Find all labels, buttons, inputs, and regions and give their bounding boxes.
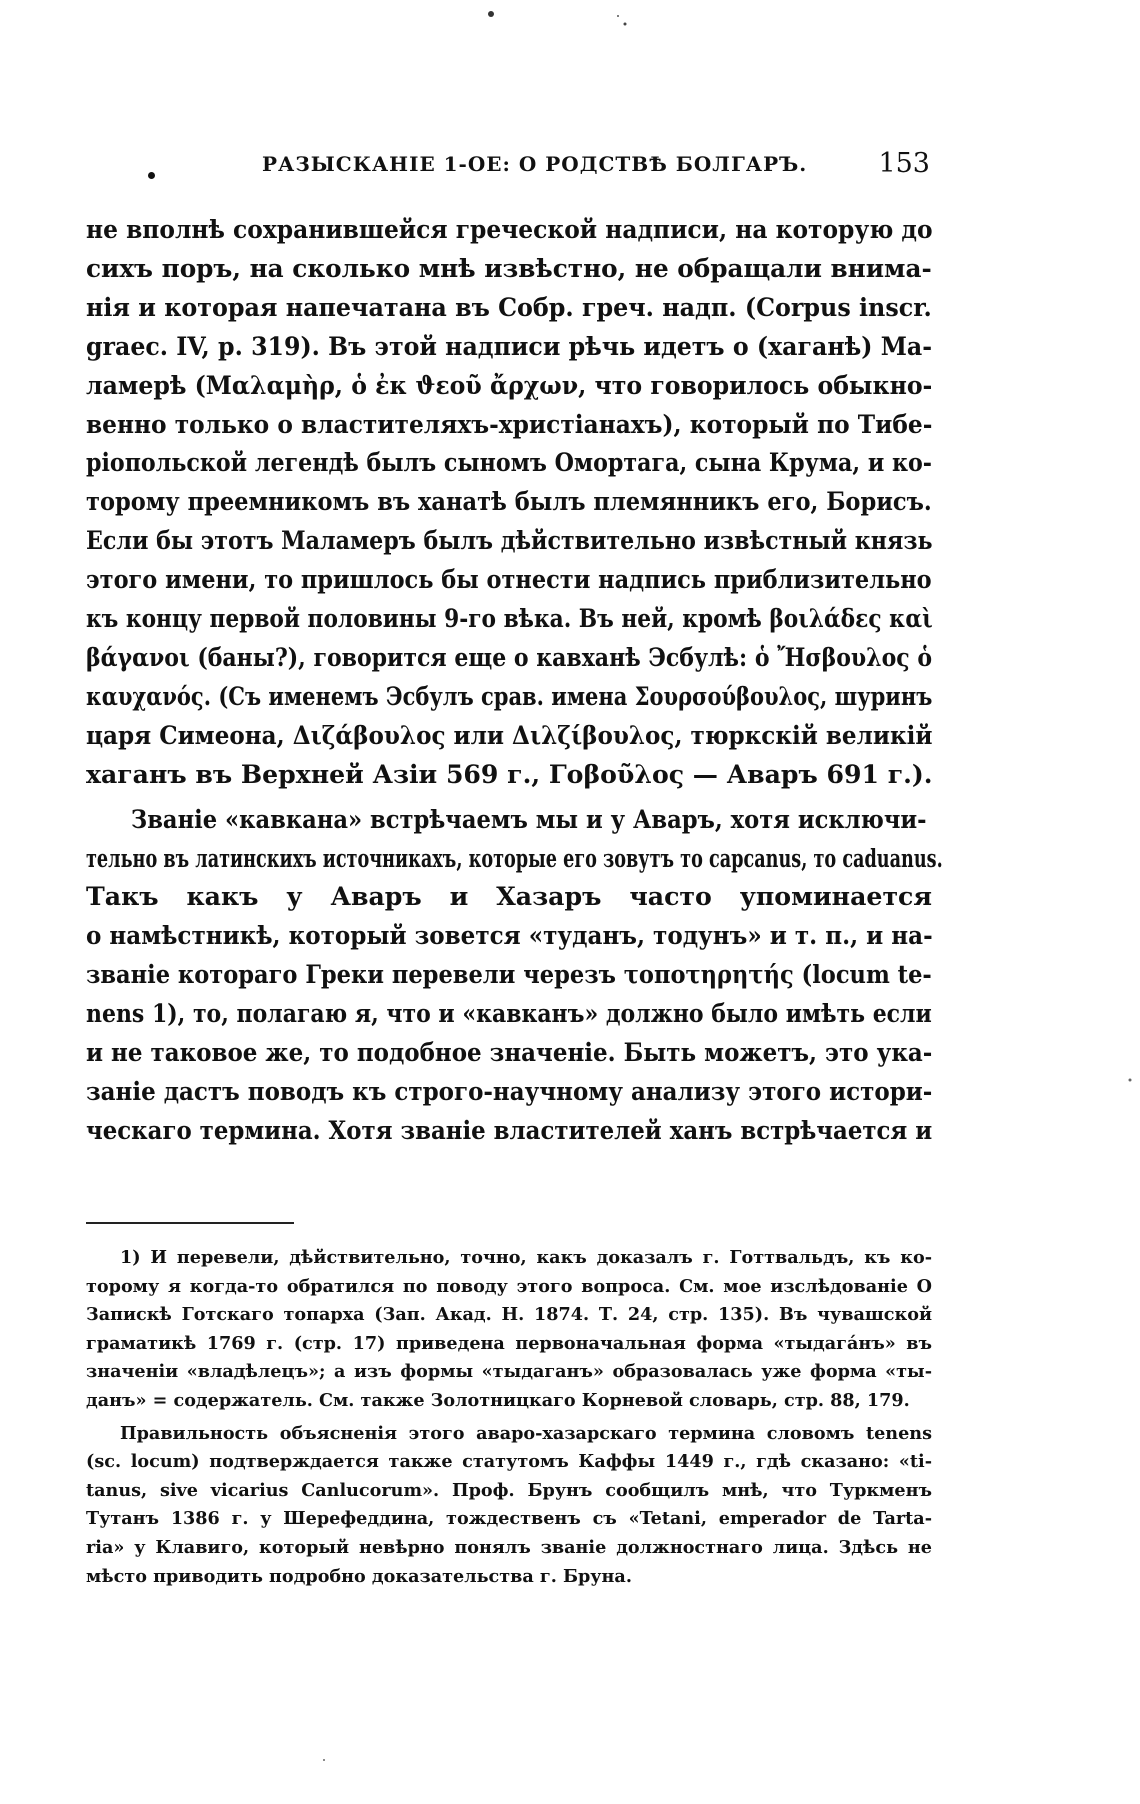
- text-line: ческаго термина. Хотя званіе властителей ханъ встрѣчается и: [86, 1114, 933, 1145]
- footnote-line: ria» у Клавиго, который невѣрно понялъ званіе должностнаго лица. Здѣсь не: [86, 1536, 932, 1558]
- text-line: хаганъ въ Верхней Азіи 569 г., Γοβοῦλος — Аваръ 691 г.).: [86, 758, 933, 789]
- text-line: graec. IV, p. 319). Въ этой надписи рѣчь идетъ о (хаганѣ) Ма-: [86, 330, 933, 361]
- text-line: не вполнѣ сохранившейся греческой надписи, на которую до: [86, 214, 933, 244]
- text-line: и не таковое же, то подобное значеніе. Быть можетъ, это ука-: [86, 1037, 933, 1068]
- footnote-line: (sc. locum) подтверждается также статутомъ Каффы 1449 г., гдѣ сказано: «ti-: [86, 1451, 932, 1473]
- footnote-line: значеніи «владѣлецъ»; а изъ формы «тыдаганъ» образовалась уже форма «ты-: [86, 1361, 932, 1383]
- text-line: нія и которая напечатана въ Собр. греч. надп. (Corpus inscr.: [86, 291, 932, 322]
- text-line: къ концу первой половины 9-го вѣка. Въ ней, кромѣ βοιλάδες καὶ: [86, 603, 933, 634]
- footnotes: [86, 1244, 932, 1595]
- text-line: καυχανός. (Съ именемъ Эсбулъ срав. имена Σουρσούβουλος, шуринъ: [86, 680, 933, 711]
- footnote-line: Тутанъ 1386 г. у Шерефеддина, тождественъ съ «Tetani, emperador de Tarta-: [86, 1508, 932, 1530]
- text-line: ламерѣ (Μαλαμὴρ, ὁ ἐκ ϑεοῦ ἄρχων, что говорилось обыкно-: [86, 369, 933, 400]
- footnote-1: [86, 1244, 932, 1416]
- main-text: [86, 210, 943, 1150]
- text-line: nens 1), то, полагаю я, что и «кавканъ» должно было имѣть если: [86, 998, 932, 1029]
- text-line: ріопольской легендѣ былъ сыномъ Омортага, сына Крума, и ко-: [86, 447, 932, 478]
- text-line: заніе дастъ поводъ къ строго-научному анализу этого истори-: [86, 1075, 933, 1106]
- text-line: Званіе «кавкана» встрѣчаемъ мы и у Аваръ, хотя исключи-: [130, 803, 927, 834]
- footnote-line: Запискѣ Готскаго топарха (Зап. Акад. Н. 1874. Т. 24, стр. 135). Въ чувашской: [86, 1304, 932, 1326]
- text-line: венно только о властителяхъ-христіанахъ), который по Тибе-: [86, 408, 933, 439]
- text-line: этого имени, то пришлось бы отнести надпись приблизительно: [86, 564, 932, 595]
- footnote-line: 1) И перевели, дѣйствительно, точно, какъ доказалъ г. Готтвальдъ, къ ко-: [120, 1247, 932, 1268]
- footnote-line: tanus, sive vicarius Canlucorum». Проф. Брунъ сообщилъ мнѣ, что Туркменъ: [86, 1479, 932, 1501]
- footnote-line: торому я когда-то обратился по поводу этого вопроса. См. мое изслѣдованіе О: [86, 1275, 932, 1297]
- text-line: тельно въ латинскихъ источникахъ, которые его зовутъ то capcanus, то caduanus.: [86, 842, 943, 873]
- text-line: Если бы этотъ Маламеръ былъ дѣйствительно извѣстный князь: [86, 525, 933, 556]
- text-line: о намѣстникѣ, который зовется «туданъ, тодунъ» и т. п., и на-: [86, 920, 933, 951]
- text-line: торому преемникомъ въ ханатѣ былъ племянникъ его, Борисъ.: [86, 486, 932, 517]
- running-title: РАЗЫСКАНІЕ 1-ОЕ: О РОДСТВѢ БОЛГАРЪ.: [262, 152, 808, 176]
- text-line: царя Симеона, Διζάβουλος или Διλζίβουλος, тюркскій великій: [86, 719, 933, 750]
- footnote-line: граматикѣ 1769 г. (стр. 17) приведена первоначальная форма «тыдагáнъ» въ: [86, 1332, 932, 1354]
- paragraph-2: [86, 800, 943, 1150]
- running-head: [150, 148, 930, 188]
- paragraph-1: [86, 210, 932, 794]
- footnote-rule: [86, 1222, 294, 1224]
- text-line: сихъ поръ, на сколько мнѣ извѣстно, не обращали внима-: [86, 252, 932, 283]
- footnote-line: данъ» = содержатель. См. также Золотницкаго Корневой словарь, стр. 88, 179.: [86, 1389, 910, 1411]
- text-line: Такъ какъ у Аваръ и Хазаръ часто упоминается: [86, 881, 932, 912]
- footnote-1-continued: [86, 1420, 932, 1592]
- footnote-line: Правильность объясненія этого аваро-хазарскаго термина словомъ tenens: [120, 1422, 932, 1444]
- text-line: званіе котораго Греки перевели черезъ τοποτηρητής (locum te-: [86, 959, 932, 990]
- page-number: 153: [878, 148, 930, 179]
- text-line: βάγανοι (баны?), говорится еще о кавханѣ Эсбулѣ: ὁ Ἤσβουλος ὁ: [86, 641, 933, 672]
- ornament-dot: [148, 172, 155, 179]
- footnote-line: мѣсто приводить подробно доказательства г. Бруна.: [86, 1565, 632, 1587]
